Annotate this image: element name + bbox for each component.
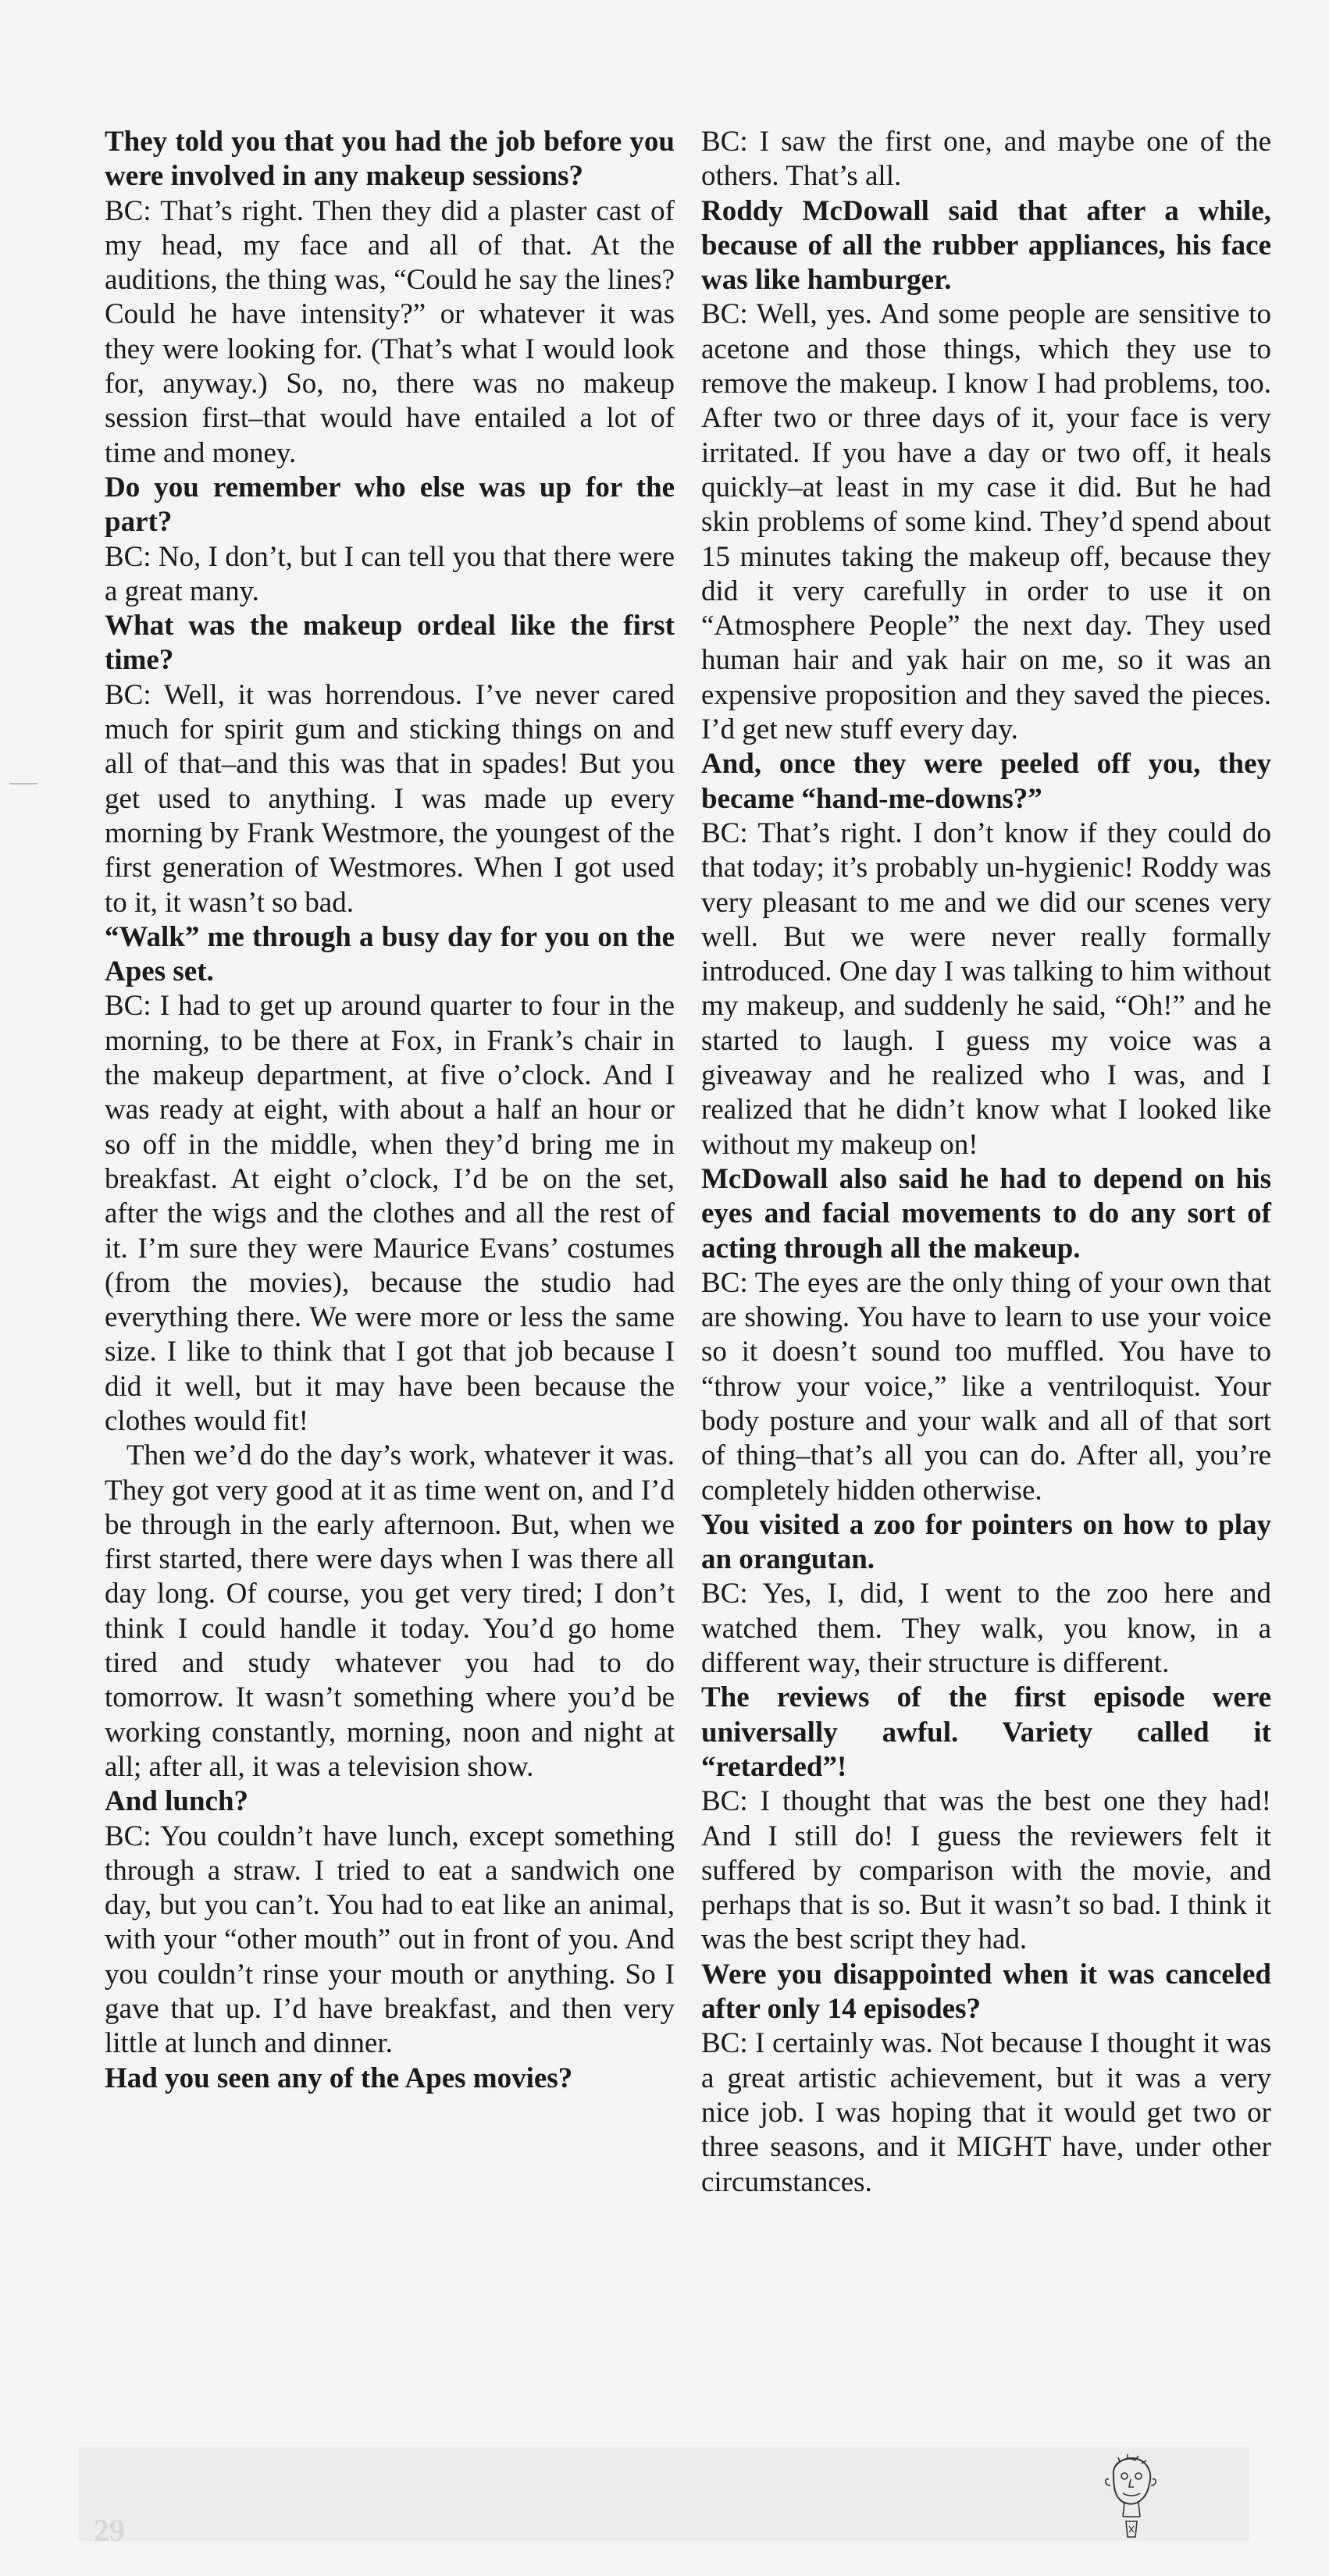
question-paragraph: Roddy McDowall said that after a while, because of all the rubber appliances, his face was like hamburger. xyxy=(701,194,1271,297)
answer-paragraph: BC: No, I don’t, but I can tell you that there were a great many. xyxy=(105,540,675,607)
bottom-ghost-band xyxy=(78,2447,1249,2541)
answer-paragraph: BC: You couldn’t have lunch, except something through a straw. I tried to eat a sandwich one day, but you can’t. You had to eat like an animal, with your “other mouth” out in front of you. And you couldn’t rinse your mouth or anything. So I gave that up. I’d have breakfast, and then very little at lunch and dinner. xyxy=(105,1820,675,2060)
question-paragraph: The reviews of the first episode were universally awful. Variety called it “retarded”! xyxy=(701,1681,1271,1783)
question-paragraph: And, once they were peeled off you, they became “hand-me-downs?” xyxy=(701,748,1271,815)
question-paragraph: McDowall also said he had to depend on his eyes and facial movements to do any sort of acting through all the makeup. xyxy=(701,1162,1271,1265)
caricature-icon xyxy=(1096,2451,1167,2545)
question-paragraph: They told you that you had the job before you were involved in any makeup sessions? xyxy=(105,126,675,193)
answer-paragraph: BC: Yes, I, did, I went to the zoo here and watched them. They walk, you know, in a different way, their structure is different. xyxy=(701,1578,1271,1680)
answer-paragraph: BC: The eyes are the only thing of your own that are showing. You have to learn to use your voice so it doesn’t sound too muffled. You have to “throw your voice,” like a ventriloquist. Your body posture and your walk and all of that sort of thing–that’s all you can do. After all, you’re completely hidden otherwise. xyxy=(701,1266,1271,1507)
answer-paragraph: BC: I certainly was. Not because I thought it was a great artistic achievement, but it was a very nice job. I was hoping that it would get two or three seasons, and it MIGHT have, under other circumstances. xyxy=(701,2027,1271,2198)
answer-paragraph: BC: I saw the first one, and maybe one of the others. That’s all. xyxy=(701,126,1271,193)
question-paragraph: Were you disappointed when it was canceled after only 14 episodes? xyxy=(701,1958,1271,2026)
question-paragraph: What was the makeup ordeal like the first time? xyxy=(105,610,675,677)
answer-paragraph: BC: That’s right. Then they did a plaster cast of my head, my face and all of that. At the auditions, the thing was, “Could he say the lines? Could he have intensity?” or whatever it was they were looking for. (That’s what I would look for, anyway.) So, no, there was no makeup session first–that would have entailed a lot of time and money. xyxy=(105,194,675,469)
answer-paragraph: Then we’d do the day’s work, whatever it was. They got very good at it as time went on, and I’d be through in the early afternoon. But, when we first started, there were days when I was there all day long. Of course, you get very tired; I don’t think I could handle it today. You’d go home tired and study whatever you had to do tomorrow. It wasn’t something where you’d be working constantly, morning, noon and night at all; after all, it was a television show. xyxy=(105,1439,675,1783)
left-column xyxy=(105,125,675,2096)
right-column xyxy=(701,125,1271,2200)
question-paragraph: Do you remember who else was up for the part? xyxy=(105,471,675,539)
page-number: 29 xyxy=(94,2513,125,2548)
answer-paragraph: BC: Well, it was horrendous. I’ve never cared much for spirit gum and sticking things on and all of that–and this was that in spades! But you get used to anything. I was made up every morning by Frank Westmore, the youngest of the first generation of Westmores. When I got used to it, it wasn’t so bad. xyxy=(105,678,675,919)
answer-paragraph: BC: I thought that was the best one they had! And I still do! I guess the reviewers felt it suffered by comparison with the movie, and perhaps that is so. But it wasn’t so bad. I think it was the best script they had. xyxy=(701,1785,1271,1956)
margin-mark xyxy=(9,783,37,785)
answer-paragraph: BC: I had to get up around quarter to four in the morning, to be there at Fox, in Frank’s chair in the makeup department, at five o’clock. And I was ready at eight, with about a half an hour or so off in the middle, when they’d bring me in breakfast. At eight o’clock, I’d be on the set, after the wigs and the clothes and all the rest of it. I’m sure they were Maurice Evans’ costumes (from the movies), because the studio had everything there. We were more or less the same size. I like to think that I got that job because I did it well, but it may have been because the clothes would fit! xyxy=(105,990,675,1437)
answer-paragraph: BC: That’s right. I don’t know if they could do that today; it’s probably un-hygienic! Roddy was very pleasant to me and we did our scenes very well. But we were never really formally introduced. One day I was talking to him without my makeup, and suddenly he said, “Oh!” and he started to laugh. I guess my voice was a giveaway and he realized who I was, and I realized that he didn’t know what I looked like without my makeup on! xyxy=(701,817,1271,1161)
question-paragraph: And lunch? xyxy=(105,1785,249,1818)
question-paragraph: Had you seen any of the Apes movies? xyxy=(105,2062,573,2094)
question-paragraph: You visited a zoo for pointers on how to play an orangutan. xyxy=(701,1508,1271,1576)
question-paragraph: “Walk” me through a busy day for you on the Apes set. xyxy=(105,920,675,988)
answer-paragraph: BC: Well, yes. And some people are sensitive to acetone and those things, which they use to remove the makeup. I know I had problems, too. After two or three days of it, your face is very irritated. If you have a day or two off, it heals quickly–at least in my case it did. But he had skin problems of some kind. They’d spend about 15 minutes taking the makeup off, because they did it very carefully in order to use it on “Atmosphere People” the next day. They used human hair and yak hair on me, so it was an expensive proposition and they saved the pieces. I’d get new stuff every day. xyxy=(701,298,1271,746)
